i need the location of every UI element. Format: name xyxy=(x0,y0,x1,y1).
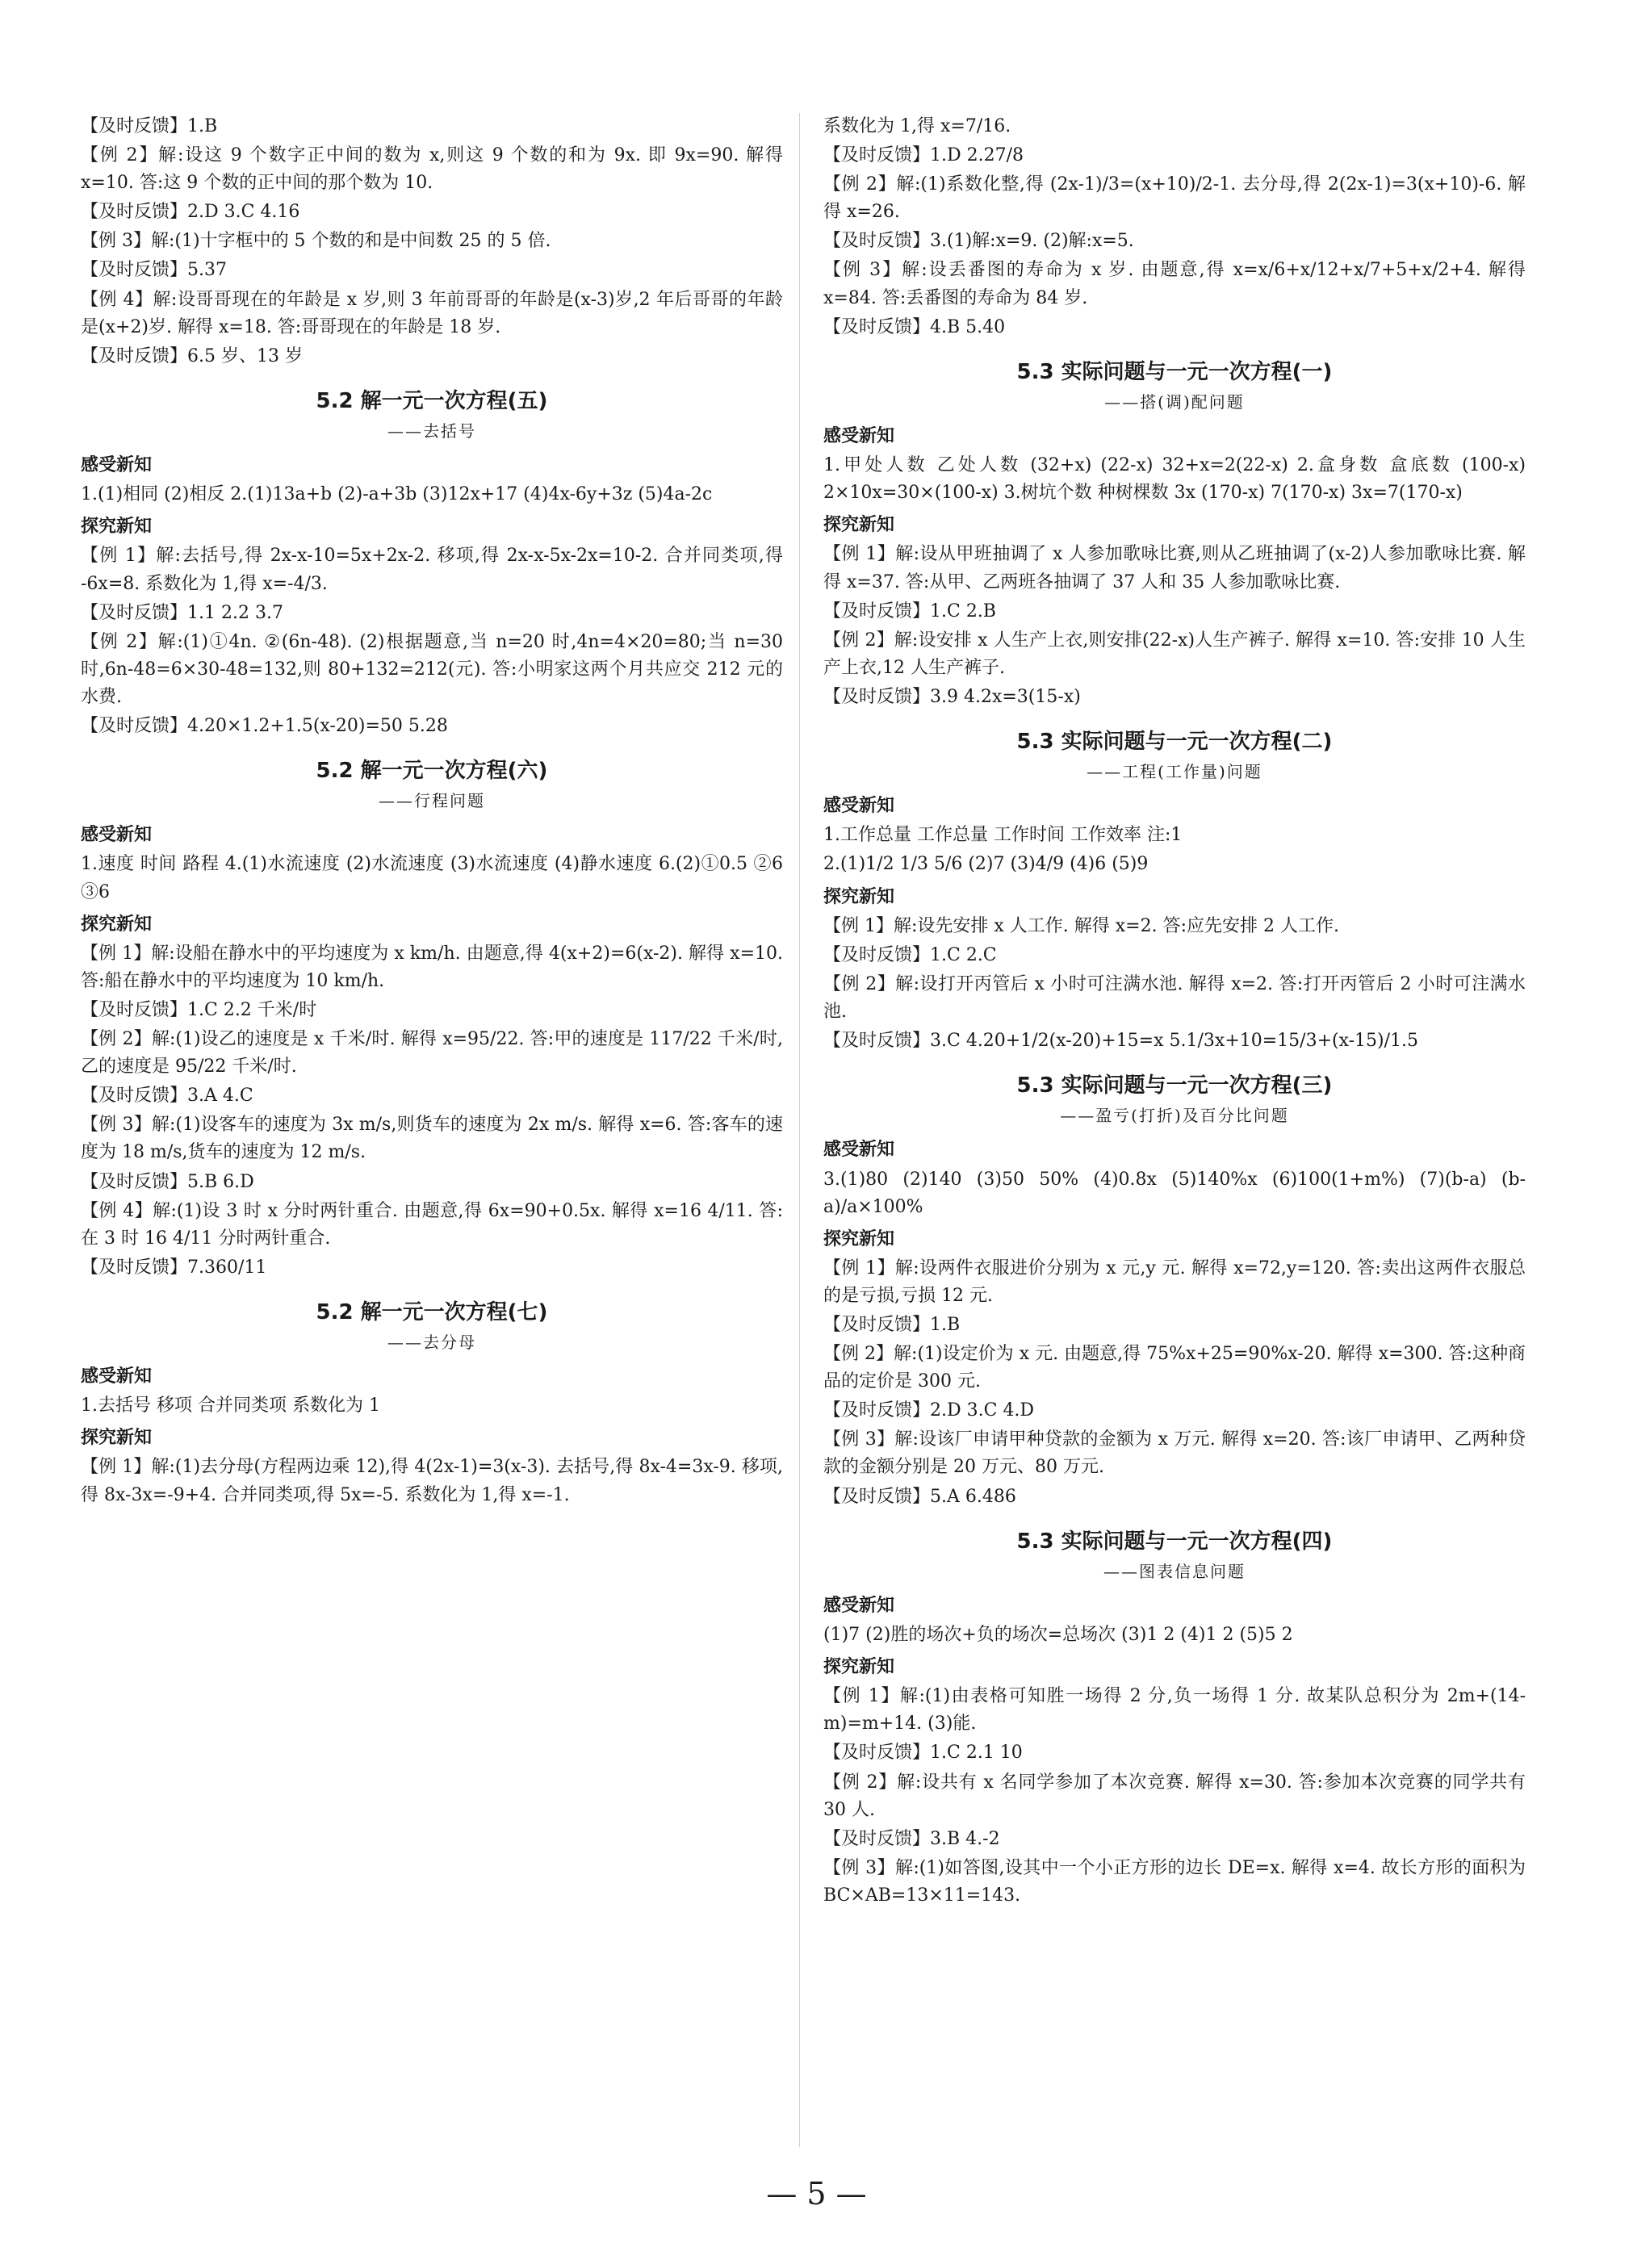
answer-line: 【例 1】解:设船在静水中的平均速度为 x km/h. 由题意,得 4(x+2)=6(x-2). 解得 x=10. 答:船在静水中的平均速度为 10 km/h. xyxy=(81,943,783,991)
answer-line: 【例 3】解:设丢番图的寿命为 x 岁. 由题意,得 x=x/6+x/12+x/7+5+x/2+4. 解得 x=84. 答:丢番图的寿命为 84 岁. xyxy=(823,260,1526,308)
section-body xyxy=(823,793,1526,1055)
answer-line: 【及时反馈】2.D 3.C 4.D xyxy=(823,1400,1035,1421)
subheading: 探究新知 xyxy=(81,1428,153,1449)
answer-line: 【及时反馈】3.9 4.2x=3(15-x) xyxy=(823,686,1081,707)
section-body xyxy=(81,822,783,1282)
answer-line: 【例 1】解:(1)去分母(方程两边乘 12),得 4(2x-1)=3(x-3). 去括号,得 8x-4=3x-9. 移项,得 8x-3x=-9+4. 合并同类项,得 5x=-5. 系数化为 1,得 x=-1. xyxy=(81,1457,783,1505)
answer-line: 【及时反馈】1.B xyxy=(81,116,218,136)
answer-line: 【例 3】解:设该厂申请甲种贷款的金额为 x 万元. 解得 x=20. 答:该厂申请甲、乙两种贷款的金额分别是 20 万元、80 万元. xyxy=(823,1429,1526,1478)
answer-line: 【及时反馈】5.37 xyxy=(81,260,227,281)
subheading: 感受新知 xyxy=(823,1140,895,1161)
left-intro xyxy=(81,113,783,370)
subheading: 探究新知 xyxy=(823,515,895,536)
answer-line: 【及时反馈】4.20×1.2+1.5(x-20)=50 5.28 xyxy=(81,715,448,736)
answer-line: 【及时反馈】2.D 3.C 4.16 xyxy=(81,202,300,223)
column-divider xyxy=(799,113,800,2147)
answer-line: 【及时反馈】1.C 2.B xyxy=(823,600,996,621)
answer-line: 【及时反馈】1.1 2.2 3.7 xyxy=(81,602,283,623)
answer-line: 【例 2】解:(1)①4n. ②(6n-48). (2)根据题意,当 n=20 时,4n=4×20=80;当 n=30 时,6n-48=6×30-48=132,则 80+132=212(元). 答:小明家这两个月共应交 212 元的水费. xyxy=(81,631,783,707)
answer-line: 【及时反馈】1.C 2.C xyxy=(823,944,997,965)
answer-line: 1.(1)相同 (2)相反 2.(1)13a+b (2)-a+3b (3)12x+17 (4)4x-6y+3z (5)4a-2c xyxy=(81,484,713,505)
answer-line: 【及时反馈】3.A 4.C xyxy=(81,1086,253,1107)
answer-line: 系数化为 1,得 x=7/16. xyxy=(823,116,1011,136)
answer-line: 【例 2】解:(1)系数化整,得 (2x-1)/3=(x+10)/2-1. 去分母,得 2(2x-1)=3(x+10)-6. 解得 x=26. xyxy=(823,174,1526,223)
answer-line: 【及时反馈】1.D 2.27/8 xyxy=(823,145,1024,166)
subheading: 感受新知 xyxy=(823,796,895,817)
answer-line: 1.工作总量 工作总量 工作时间 工作效率 注:1 xyxy=(823,825,1183,846)
section-body xyxy=(81,1363,783,1509)
answer-line: 【例 2】解:(1)设乙的速度是 x 千米/时. 解得 x=95/22. 答:甲的速度是 117/22 千米/时,乙的速度是 95/22 千米/时. xyxy=(81,1029,783,1078)
answer-line: 【及时反馈】3.(1)解:x=9. (2)解:x=5. xyxy=(823,231,1134,252)
answer-line: 【及时反馈】1.C 2.1 10 xyxy=(823,1743,1023,1764)
answer-line: 【例 4】解:设哥哥现在的年龄是 x 岁,则 3 年前哥哥的年龄是(x-3)岁,2 年后哥哥的年龄是(x+2)岁. 解得 x=18. 答:哥哥现在的年龄是 18 岁. xyxy=(81,289,783,337)
answer-line: 【及时反馈】3.C 4.20+1/2(x-20)+15=x 5.1/3x+10=15/3+(x-15)/1.5 xyxy=(823,1031,1419,1052)
answer-line: 【及时反馈】6.5 岁、13 岁 xyxy=(81,345,303,366)
answer-line: 【例 2】解:设共有 x 名同学参加了本次竞赛. 解得 x=30. 答:参加本次竞赛的同学共有 30 人. xyxy=(823,1772,1526,1820)
subheading: 感受新知 xyxy=(81,455,153,476)
section-subtitle: ——去分母 xyxy=(387,1333,476,1353)
answer-line: 【及时反馈】7.360/11 xyxy=(81,1257,267,1278)
answer-line: 【例 1】解:设从甲班抽调了 x 人参加歌咏比赛,则从乙班抽调了(x-2)人参加歌咏比赛. 解得 x=37. 答:从甲、乙两班各抽调了 37 人和 35 人参加歌咏比赛. xyxy=(823,544,1526,592)
page-number: — 5 — xyxy=(766,2176,867,2212)
section-body xyxy=(81,452,783,740)
subheading: 探究新知 xyxy=(823,1657,895,1678)
section-subtitle: ——工程(工作量)问题 xyxy=(1087,762,1262,782)
subheading: 探究新知 xyxy=(823,886,895,907)
right-intro xyxy=(823,113,1526,341)
subheading: 探究新知 xyxy=(823,1228,895,1249)
answer-line: 【例 1】解:设先安排 x 人工作. 解得 x=2. 答:应先安排 2 人工作. xyxy=(823,915,1339,936)
answer-line: 【例 2】解:设这 9 个数字正中间的数为 x,则这 9 个数的和为 9x. 即 9x=90. 解得 x=10. 答:这 9 个数的正中间的那个数为 10. xyxy=(81,145,783,194)
section-title: 5.3 实际问题与一元一次方程(二) xyxy=(1016,729,1333,754)
section-subtitle: ——图表信息问题 xyxy=(1103,1561,1246,1581)
section-body xyxy=(823,1136,1526,1510)
subheading: 感受新知 xyxy=(823,1595,895,1616)
section-body xyxy=(823,1592,1526,1910)
section-subtitle: ——行程问题 xyxy=(379,791,485,811)
answer-line: 1.速度 时间 路程 4.(1)水流速度 (2)水流速度 (3)水流速度 (4)静水速度 6.(2)①0.5 ②6 ③6 xyxy=(81,854,783,902)
section-title: 5.2 解一元一次方程(七) xyxy=(316,1299,548,1324)
answer-line: 【及时反馈】1.B xyxy=(823,1314,961,1335)
answer-line: 【及时反馈】3.B 4.-2 xyxy=(823,1828,1000,1849)
subheading: 感受新知 xyxy=(81,1366,153,1387)
subheading: 感受新知 xyxy=(81,825,153,846)
answer-line: 2.(1)1/2 1/3 5/6 (2)7 (3)4/9 (4)6 (5)9 xyxy=(823,854,1149,875)
subheading: 探究新知 xyxy=(81,517,153,538)
answer-line: 【例 3】解:(1)十字框中的 5 个数的和是中间数 25 的 5 倍. xyxy=(81,231,551,252)
section-body xyxy=(823,423,1526,711)
answer-line: 1.甲处人数 乙处人数 (32+x) (22-x) 32+x=2(22-x) 2.盒身数 盒底数 (100-x) 2×10x=30×(100-x) 3.树坑个数 种树棵数 3x (170-x) 7(170-x) 3x=7(170-x) xyxy=(823,455,1526,504)
answer-line: 【及时反馈】1.C 2.2 千米/时 xyxy=(81,999,317,1020)
section-title: 5.2 解一元一次方程(五) xyxy=(316,388,548,413)
answer-line: 【例 2】解:设安排 x 人生产上衣,则安排(22-x)人生产裤子. 解得 x=10. 答:安排 10 人生产上衣,12 人生产裤子. xyxy=(823,630,1526,678)
answer-line: 【例 1】解:(1)由表格可知胜一场得 2 分,负一场得 1 分. 故某队总积分为 2m+(14-m)=m+14. (3)能. xyxy=(823,1686,1526,1734)
answer-line: 【及时反馈】4.B 5.40 xyxy=(823,316,1006,337)
answer-line: (1)7 (2)胜的场次+负的场次=总场次 (3)1 2 (4)1 2 (5)5 2 xyxy=(823,1625,1293,1646)
answer-line: 【及时反馈】5.A 6.486 xyxy=(823,1486,1016,1507)
section-subtitle: ——盈亏(打折)及百分比问题 xyxy=(1060,1106,1289,1126)
answer-line: 【例 2】解:(1)设定价为 x 元. 由题意,得 75%x+25=90%x-20. 解得 x=300. 答:这种商品的定价是 300 元. xyxy=(823,1344,1526,1392)
section-title: 5.3 实际问题与一元一次方程(三) xyxy=(1016,1073,1333,1098)
section-subtitle: ——去括号 xyxy=(387,421,476,441)
answer-line: 【例 4】解:(1)设 3 时 x 分时两针重合. 由题意,得 6x=90+0.5x. 解得 x=16 4/11. 答:在 3 时 16 4/11 分时两针重合. xyxy=(81,1200,783,1249)
section-title: 5.2 解一元一次方程(六) xyxy=(316,759,548,784)
section-subtitle: ——搭(调)配问题 xyxy=(1104,392,1245,412)
answer-line: 【例 3】解:(1)设客车的速度为 3x m/s,则货车的速度为 2x m/s. 解得 x=6. 答:客车的速度为 18 m/s,货车的速度为 12 m/s. xyxy=(81,1115,783,1163)
answer-line: 【及时反馈】5.B 6.D xyxy=(81,1171,254,1192)
section-title: 5.3 实际问题与一元一次方程(四) xyxy=(1016,1529,1333,1554)
answer-line: 【例 1】解:去括号,得 2x-x-10=5x+2x-2. 移项,得 2x-x-5x-2x=10-2. 合并同类项,得 -6x=8. 系数化为 1,得 x=-4/3. xyxy=(81,546,783,594)
subheading: 感受新知 xyxy=(823,426,895,447)
section-title: 5.3 实际问题与一元一次方程(一) xyxy=(1016,359,1333,384)
answer-line: 【例 1】解:设两件衣服进价分别为 x 元,y 元. 解得 x=72,y=120. 答:卖出这两件衣服总的是亏损,亏损 12 元. xyxy=(823,1257,1526,1306)
answer-line: 3.(1)80 (2)140 (3)50 50% (4)0.8x (5)140%x (6)100(1+m%) (7)(b-a) (b-a)/a×100% xyxy=(823,1169,1526,1217)
answer-line: 【例 3】解:(1)如答图,设其中一个小正方形的边长 DE=x. 解得 x=4. 故长方形的面积为 BC×AB=13×11=143. xyxy=(823,1857,1526,1906)
left-column xyxy=(81,113,783,1511)
right-column xyxy=(823,113,1526,1911)
subheading: 探究新知 xyxy=(81,914,153,935)
answer-line: 1.去括号 移项 合并同类项 系数化为 1 xyxy=(81,1396,380,1416)
answer-line: 【例 2】解:设打开丙管后 x 小时可注满水池. 解得 x=2. 答:打开丙管后 2 小时可注满水池. xyxy=(823,973,1526,1022)
